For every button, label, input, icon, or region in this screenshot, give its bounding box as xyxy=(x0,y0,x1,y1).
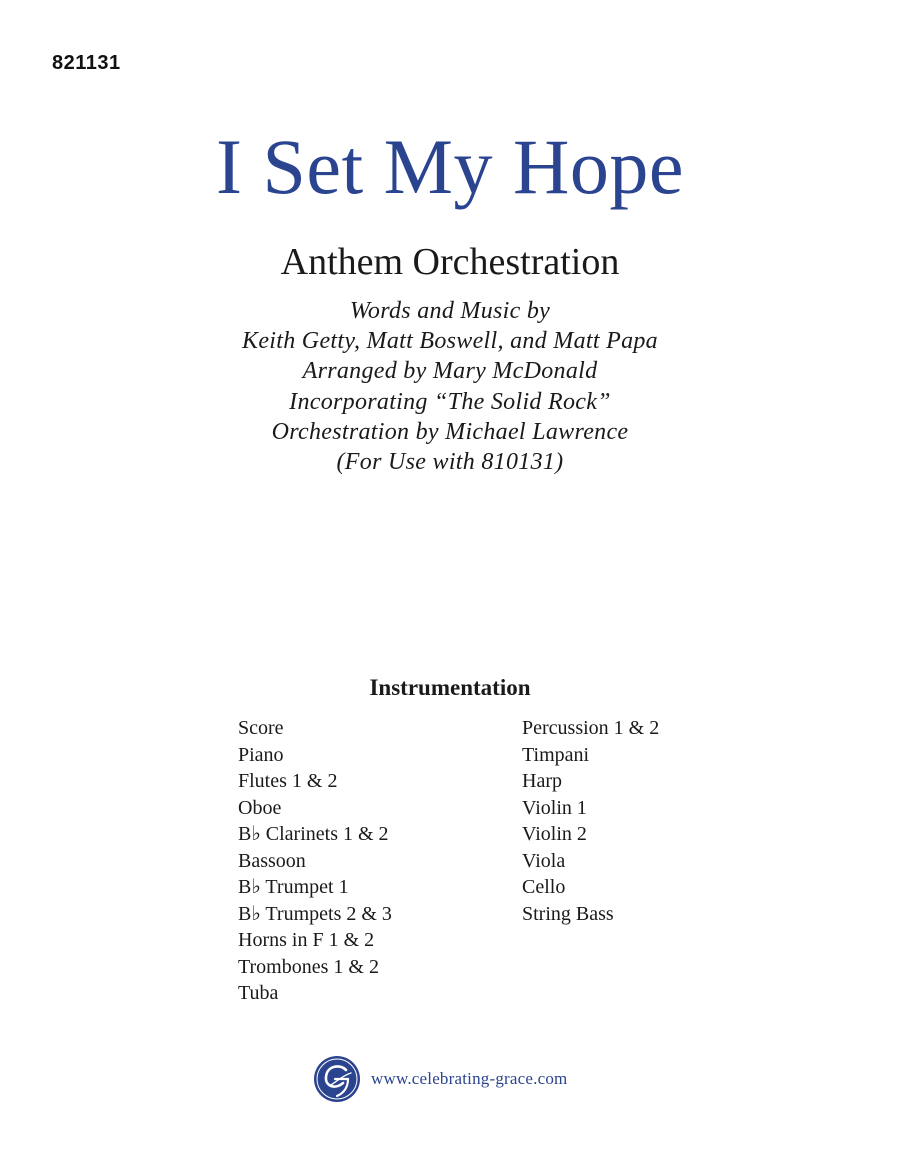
credit-line: Keith Getty, Matt Boswell, and Matt Papa xyxy=(242,328,658,355)
credit-line: Words and Music by xyxy=(349,298,551,324)
instrumentation-heading: Instrumentation xyxy=(369,675,531,700)
instrument-item: Harp xyxy=(522,770,562,792)
instrument-item: B♭ Clarinets 1 & 2 xyxy=(238,823,389,845)
credits-block xyxy=(0,296,900,477)
credit-line: Arranged by Mary McDonald xyxy=(302,358,598,385)
instrument-item: Bassoon xyxy=(238,849,306,872)
catalog-number: 821131 xyxy=(52,52,121,74)
instrument-item: String Bass xyxy=(522,902,614,925)
celebrating-grace-logo-icon xyxy=(313,1055,361,1103)
instrument-item: Timpani xyxy=(522,743,590,766)
page-subtitle: Anthem Orchestration xyxy=(280,241,620,283)
instrument-item: Percussion 1 & 2 xyxy=(522,717,660,739)
instrument-item: Violin 2 xyxy=(522,823,587,845)
instrument-item: B♭ Trumpets 2 & 3 xyxy=(238,902,392,925)
instrument-item: Piano xyxy=(238,743,284,766)
credit-line: Incorporating “The Solid Rock” xyxy=(289,388,611,415)
instrument-item: B♭ Trumpet 1 xyxy=(238,876,349,898)
instrument-item: Horns in F 1 & 2 xyxy=(238,929,375,951)
footer xyxy=(313,1055,567,1103)
instrument-item: Viola xyxy=(522,849,566,872)
website-link[interactable]: www.celebrating-grace.com xyxy=(371,1069,568,1088)
instrument-list-right xyxy=(522,715,659,927)
instrument-item: Score xyxy=(238,717,284,739)
instrument-list-left xyxy=(238,715,392,1007)
page-title: I Set My Hope xyxy=(216,123,684,210)
instrument-item: Oboe xyxy=(238,796,282,819)
instrument-item: Cello xyxy=(522,876,566,898)
instrument-item: Trombones 1 & 2 xyxy=(238,955,379,978)
instrument-item: Violin 1 xyxy=(522,796,587,819)
credit-line: (For Use with 810131) xyxy=(336,449,564,476)
instrument-item: Flutes 1 & 2 xyxy=(238,770,338,792)
credit-line: Orchestration by Michael Lawrence xyxy=(271,418,629,445)
instrument-item: Tuba xyxy=(238,982,279,1004)
